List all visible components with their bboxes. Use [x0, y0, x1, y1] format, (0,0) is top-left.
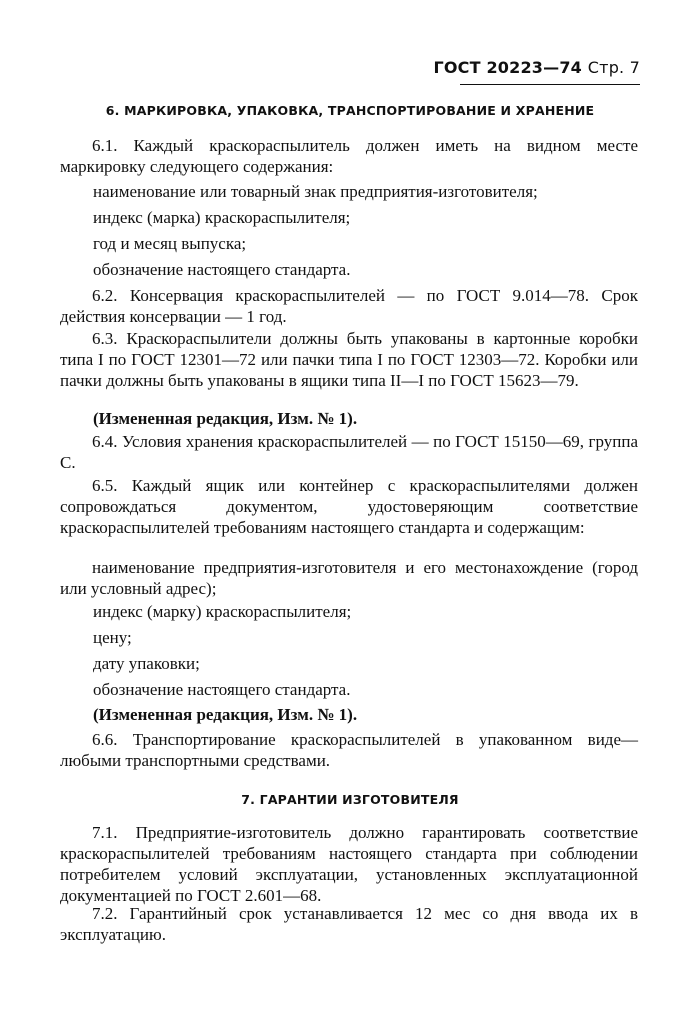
list-item: обозначение настоящего стандарта.	[93, 680, 351, 699]
list-item: дату упаковки;	[93, 654, 200, 673]
list-item: год и месяц выпуска;	[93, 234, 247, 253]
list-item: наименование предприятия-изготовителя и его местонахождение (город или условный адрес);	[60, 558, 638, 598]
paragraph-6-3: 6.3. Краскораспылители должны быть упакованы в картонные коробки типа I по ГОСТ 12301—72 или пачки типа I по ГОСТ 12303—72. Коробки или пачки должны быть упакованы в ящики типа II—I по ГОСТ 15623—79.	[60, 329, 638, 390]
list-item: цену;	[93, 628, 132, 647]
paragraph-7-2: 7.2. Гарантийный срок устанавливается 12 мес со дня ввода их в эксплуатацию.	[60, 904, 638, 944]
page-header	[60, 58, 640, 77]
header-rule	[460, 84, 640, 85]
paragraph-6-1: 6.1. Каждый краскораспылитель должен иметь на видном месте маркировку следующего содержания:	[60, 136, 638, 176]
list-item: индекс (марка) краскораспылителя;	[93, 208, 351, 227]
paragraph-6-6: 6.6. Транспортирование краскораспылителей в упакованном виде—любыми транспортными средствами.	[60, 730, 638, 770]
list-item: наименование или товарный знак предприятия-изготовителя;	[93, 182, 538, 201]
paragraph-6-2: 6.2. Консервация краскораспылителей — по ГОСТ 9.014—78. Срок действия консервации — 1 год.	[60, 286, 638, 326]
section-6-title: 6. МАРКИРОВКА, УПАКОВКА, ТРАНСПОРТИРОВАНИЕ И ХРАНЕНИЕ	[105, 103, 595, 118]
list-item: индекс (марку) краскораспылителя;	[93, 602, 352, 621]
paragraph-6-4: 6.4. Условия хранения краскораспылителей — по ГОСТ 15150—69, группа С.	[60, 432, 638, 472]
document-number: ГОСТ 20223—74	[433, 58, 583, 77]
list-item: обозначение настоящего стандарта.	[93, 260, 351, 279]
paragraph-6-5: 6.5. Каждый ящик или контейнер с краскораспылителями должен сопровождаться документом, удостоверяющим соответствие краскораспылителей требованиям настоящего стандарта и содержащим:	[60, 476, 638, 537]
section-7-title: 7. ГАРАНТИИ ИЗГОТОВИТЕЛЯ	[241, 792, 459, 807]
amendment-note: (Измененная редакция, Изм. № 1).	[93, 705, 358, 724]
page-number: Стр. 7	[587, 58, 640, 77]
amendment-note: (Измененная редакция, Изм. № 1).	[93, 409, 358, 428]
paragraph-7-1: 7.1. Предприятие-изготовитель должно гарантировать соответствие краскораспылителей требованиям настоящего стандарта при соблюдении потребителем условий эксплуатации, установленных эксплуатационной документацией по ГОСТ 2.601—68.	[60, 823, 638, 905]
